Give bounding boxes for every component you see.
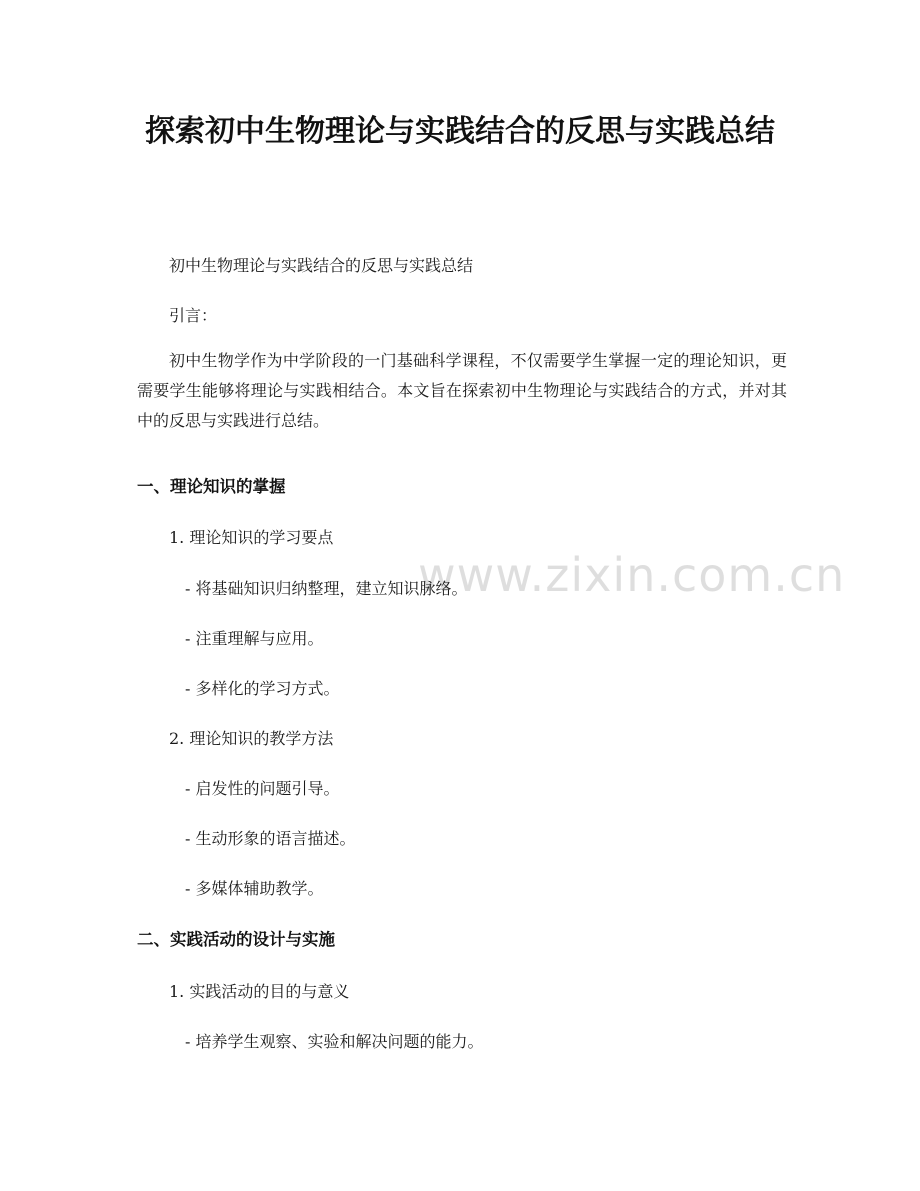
watermark: www.zixin.com.cn	[418, 548, 846, 602]
subsection-label-1-2: 2. 理论知识的教学方法	[169, 729, 334, 748]
list-item: - 注重理解与应用。	[185, 629, 324, 648]
list-item: - 启发性的问题引导。	[185, 779, 340, 798]
intro-paragraph: 初中生物学作为中学阶段的一门基础科学课程，不仅需要学生掌握一定的理论知识，更需要学生能够将理论与实践相结合。本文旨在探索初中生物理论与实践结合的方式，并对其中的反思与实践进行总结。	[137, 351, 787, 430]
list-item: - 将基础知识归纳整理，建立知识脉络。	[185, 579, 468, 598]
subtitle-line: 初中生物理论与实践结合的反思与实践总结	[169, 256, 474, 275]
subsection-label-1-1: 1. 理论知识的学习要点	[169, 528, 334, 547]
document-title: 探索初中生物理论与实践结合的反思与实践总结	[145, 114, 775, 149]
intro-label: 引言：	[169, 306, 218, 325]
list-item: - 多媒体辅助教学。	[185, 879, 324, 898]
list-item: - 多样化的学习方式。	[185, 679, 340, 698]
section-heading-1: 一、理论知识的掌握	[137, 477, 286, 496]
list-item: - 培养学生观察、实验和解决问题的能力。	[185, 1032, 484, 1051]
list-item: - 生动形象的语言描述。	[185, 829, 356, 848]
subsection-label-2-1: 1. 实践活动的目的与意义	[169, 982, 350, 1001]
section-heading-2: 二、实践活动的设计与实施	[137, 930, 335, 949]
